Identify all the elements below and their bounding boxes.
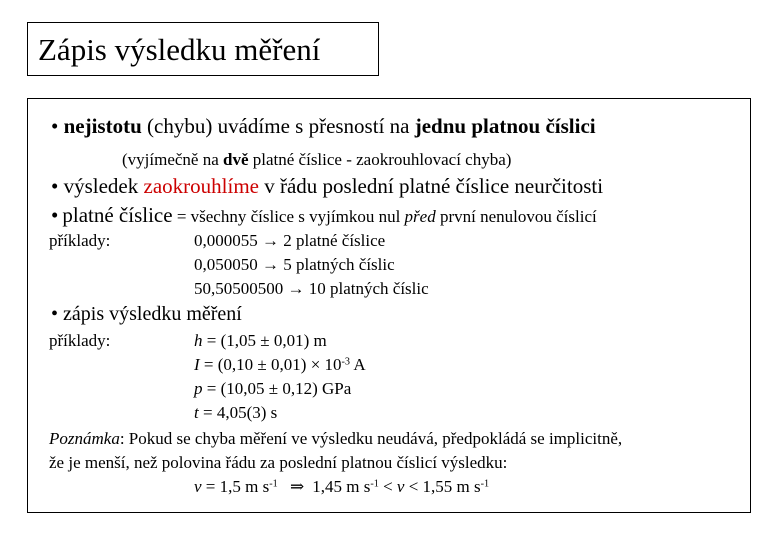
example-number: 0,050050 [194,255,258,274]
final-text: < 1,55 m s [404,477,481,496]
term-one-digit: jednu platnou číslici [414,114,596,138]
exponent: -1 [480,478,490,490]
final-text: < [378,477,397,496]
significant-post: první nenulovou číslicí [435,207,597,226]
var-p: p [194,379,203,398]
note-line-2: že je menší, než polovina řádu za poslední platnou číslicí výsledku: [49,453,508,472]
arrow-icon: → [262,231,279,250]
arrow-icon: → [262,255,279,274]
result-p [194,380,351,397]
exception-note [122,151,511,168]
result-text: = 4,05(3) s [198,403,278,422]
plus-minus-icon: ± [268,379,279,398]
result-text: 0,12) GPa [278,379,352,398]
bullet-line-notation [51,304,242,324]
bullet-glyph: • [51,303,59,325]
significant-def: = všechny číslice s vyjímkou nul [172,207,405,226]
bullet-glyph: • [51,114,59,138]
exponent: -3 [341,356,351,368]
final-inequality [194,478,489,495]
exception-bold: dvě [223,150,249,169]
bullet-glyph: • [51,174,59,198]
times-icon: × [310,355,321,374]
example-number: 0,000055 [194,231,258,250]
result-text: = (10,05 [202,379,269,398]
results-label: příklady: [49,331,111,350]
note-text: : Pokud se chyba měření ve výsledku neudává, předpokládá se implicitně, [119,429,623,448]
example-row [194,232,385,249]
exponent: -1 [269,478,278,490]
arrow-icon: → [287,279,305,298]
result-text: 0,01) [266,355,311,374]
final-text: 1,45 m s [312,477,371,496]
significant-italic: před [404,207,436,226]
bullet-line-rounding [51,176,603,197]
implies-icon: ⇒ [289,477,305,496]
example-row [194,256,395,273]
example-result: 10 platných číslic [308,279,429,298]
result-t [194,404,277,421]
bullet-line-precision [51,116,596,137]
final-text: = 1,5 m s [201,477,270,496]
examples-label: příklady: [49,231,111,250]
result-I [194,356,366,373]
precision-text: (chybu) uvádíme s přesností na [141,114,415,138]
title-box [27,22,379,76]
result-text: = (1,05 [202,331,261,350]
term-significant: platné číslice [62,203,173,227]
example-row [194,280,429,297]
note-line-1 [49,430,622,447]
result-text: 0,01) m [269,331,327,350]
content-box [27,98,751,513]
term-nejistotu: nejistotu [63,114,142,138]
rounding-pre: výsledek [63,174,144,198]
var-h: h [194,331,203,350]
plus-minus-icon: ± [257,355,267,374]
var-v: v [194,477,202,496]
note-label: Poznámka [49,429,120,448]
bullet-glyph: • [51,203,59,227]
result-text: A [350,355,366,374]
example-result: 2 platné číslice [283,231,386,250]
exception-post: platné číslice - zaokrouhlovací chyba) [248,150,512,169]
var-v: v [396,477,405,496]
exception-pre: (vyjímečně na [122,150,224,169]
var-I: I [194,355,200,374]
page-title: Zápis výsledku měření [38,32,321,67]
rounding-keyword: zaokrouhlíme [143,174,259,198]
notation-heading: zápis výsledku měření [63,303,242,325]
result-h [194,332,327,349]
exponent: -1 [370,478,379,490]
example-number: 50,50500500 [194,279,284,298]
result-text: = (0,10 [199,355,258,374]
var-t: t [194,403,199,422]
example-result: 5 platných číslic [283,255,395,274]
bullet-line-significant [51,205,597,226]
plus-minus-icon: ± [260,331,270,350]
rounding-post: v řádu poslední platné číslice neurčitosti [258,174,604,198]
result-text: 10 [320,355,342,374]
